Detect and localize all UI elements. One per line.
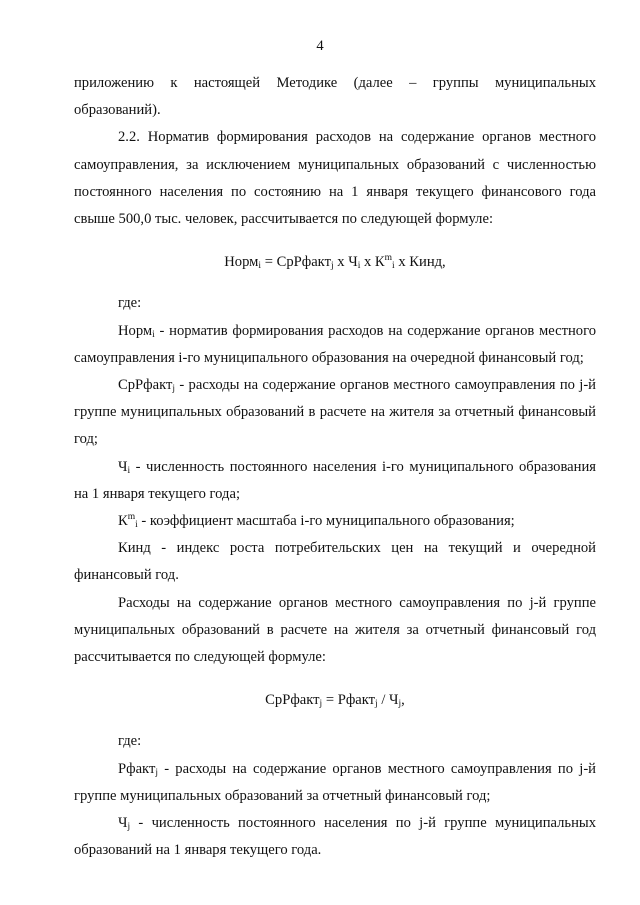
definition-ch: $Ч_i$ - численность постоянного населения i-го муниципального образования на 1 января текущего года; [74,458,596,502]
page-number: 4 [316,38,324,54]
body-text [74,70,596,864]
definition-norm: Норм$_i$ - норматив формирования расходов на содержание органов местного самоуправления i-го муниципального образования на очередной финансовый год; [74,322,596,366]
where-label-2: где: [118,733,142,750]
paragraph-2-2: 2.2. Норматив формирования расходов на содержание органов местного самоуправления, за исключением муниципальных образований с численностью постоянного населения по состоянию на 1 января текущего финансового года свыше 500,0 тыс. человек, рассчитывается по следующей формуле: [74,129,596,228]
definition-kind: Кинд - индекс роста потребительских цен на текущий и очередной финансовый год. [74,540,596,584]
paragraph-continuation: приложению к настоящей Методике (далее – группы муниципальных образований). [74,75,596,119]
formula-norm: Норм$_i$ = СрРфакт$_j$ x $Ч_i$ x $К^m_i$ x Кинд, [224,253,446,272]
definition-km: $К^m_i$ - коэффициент масштаба i-го муниципального образования; [118,512,515,531]
definition-chj: $Ч_j$ - численность постоянного населения по j-й группе муниципальных образований на 1 января текущего года. [74,815,596,859]
formula-srrfakt: СрРфакт$_j$ = Рфакт$_j$ / $Ч_j$, [265,692,405,710]
definition-srrfakt: СрРфакт$_j$ - расходы на содержание органов местного самоуправления по j-й группе муниципальных образований в расчете на жителя за отчетный финансовый год; [74,377,596,448]
paragraph-rashody: Расходы на содержание органов местного самоуправления по j-й группе муниципальных образований в расчете на жителя за отчетный финансовый год рассчитывается по следующей формуле: [74,594,596,666]
definition-rfakt: Рфакт$_j$ - расходы на содержание органов местного самоуправления по j-й группе муниципальных образований за отчетный финансовый год; [74,760,596,804]
where-label: где: [118,295,142,312]
